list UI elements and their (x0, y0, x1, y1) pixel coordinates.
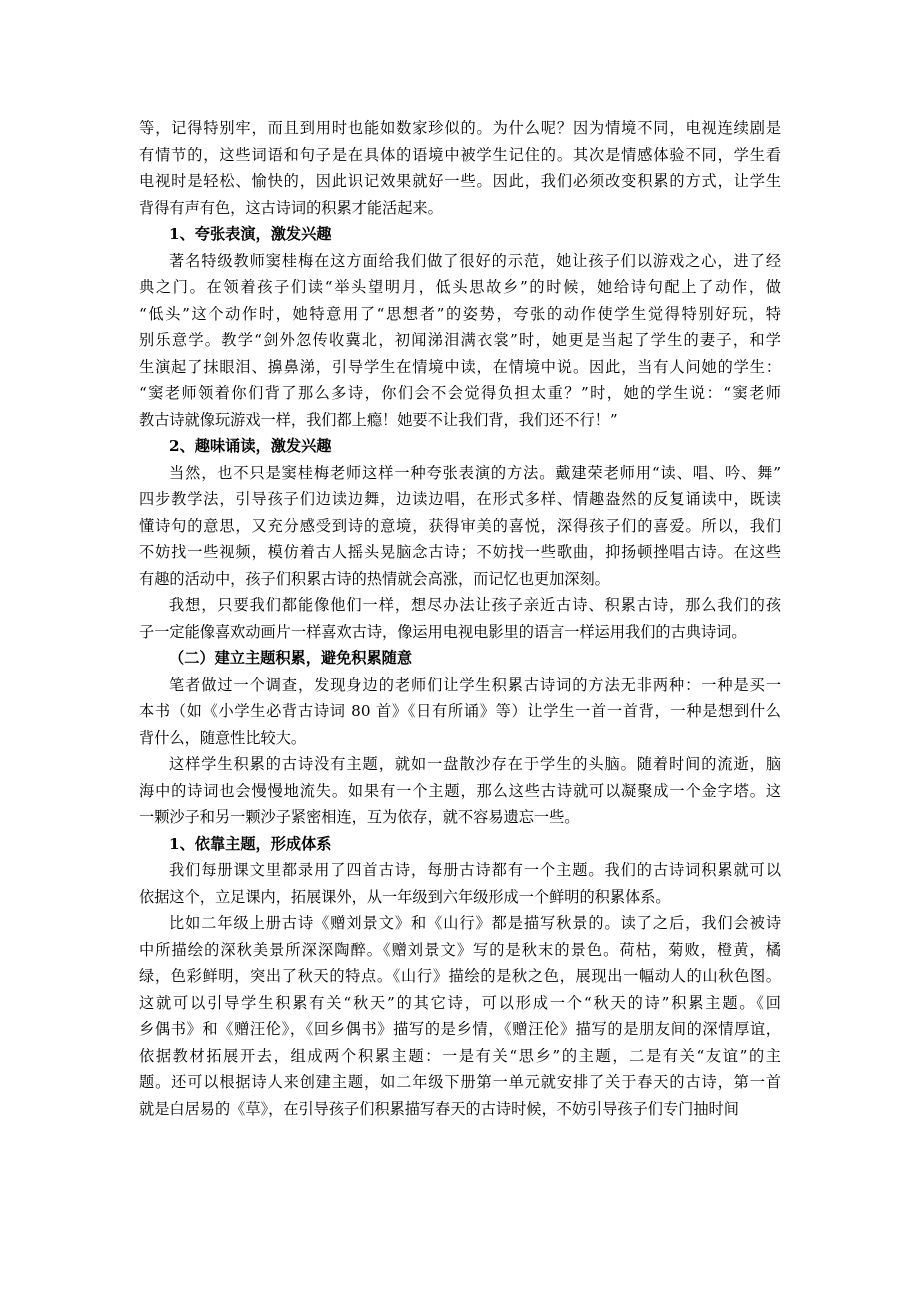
paragraph-line: 乡偶书》和《赠汪伦》，《回乡偶书》描写的是乡情，《赠汪伦》描写的是朋友间的深情厚谊， (139, 1020, 781, 1038)
section-heading: 1、依靠主题，形成体系 (169, 834, 332, 853)
paragraph-line: 著名特级教师窦桂梅在这方面给我们做了很好的示范，她让孩子们以游戏之心，进了经 (169, 251, 781, 270)
section-heading: 2、趣味诵读，激发兴趣 (169, 437, 332, 455)
paragraph-line: 本书（如《小学生必背古诗词 80 首》《日有所诵》等）让学生一首一首背，一种是想到什么 (139, 702, 781, 720)
paragraph-line: 依据教材拓展开去，组成两个积累主题：一是有关“思乡”的主题，二是有关“友谊”的主 (139, 1046, 781, 1065)
paragraph-line: 当然，也不只是窦桂梅老师这样一种夸张表演的方法。戴建荣老师用“读、唱、吟、舞” (169, 463, 781, 482)
paragraph-line: 题。还可以根据诗人来创建主题，如二年级下册第一单元就安排了关于春天的古诗，第一首 (139, 1073, 781, 1091)
paragraph-line: 比如二年级上册古诗《赠刘景文》和《山行》都是描写秋景的。读了之后，我们会被诗 (169, 914, 781, 932)
paragraph-line: 电视时是轻松、愉快的，因此识记效果就好一些。因此，我们必须改变积累的方式，让学生 (139, 172, 781, 190)
paragraph-line: 子一定能像喜欢动画片一样喜欢古诗，像运用电视电影里的语言一样运用我们的古典诗词。 (139, 622, 747, 641)
section-heading: （二）建立主题积累，避免积累随意 (169, 649, 412, 667)
paragraph-line: 背得有声有色，这古诗词的积累才能活起来。 (139, 198, 443, 217)
paragraph-line: 教古诗就像玩游戏一样，我们都上瘾！她要不让我们背，我们还不行！” (139, 410, 618, 429)
paragraph-line: 海中的诗词也会慢慢地流失。如果有一个主题，那么这些古诗就可以凝聚成一个金字塔。这 (139, 781, 781, 800)
paragraph-line: 中所描绘的深秋美景所深深陶醉。《赠刘景文》写的是秋末的景色。荷枯，菊败，橙黄，橘 (139, 940, 781, 959)
paragraph-line: 一颗沙子和另一颗沙子紧密相连，互为依存，就不容易遗忘一些。 (139, 808, 580, 826)
paragraph-line: 绿，色彩鲜明，突出了秋天的特点。《山行》描绘的是秋之色，展现出一幅动人的山秋色图。 (139, 967, 781, 985)
paragraph-line: 这就可以引导学生积累有关“秋天”的其它诗，可以形成一个“秋天的诗”积累主题。《回 (139, 993, 781, 1012)
paragraph-line: 生演起了抹眼泪、擤鼻涕，引导学生在情境中读，在情境中说。因此，当有人问她的学生： (139, 357, 781, 376)
paragraph-line: 背什么，随意性比较大。 (139, 728, 307, 747)
paragraph-line: 就是白居易的《草》，在引导孩子们积累描写春天的古诗时候，不妨引导孩子们专门抽时间 (139, 1099, 739, 1118)
paragraph-line: 我想，只要我们都能像他们一样，想尽办法让孩子亲近古诗、积累古诗，那么我们的孩 (169, 596, 781, 614)
paragraph-line: 四步教学法，引导孩子们边读边舞，边读边唱，在形式多样、情趣盎然的反复诵读中，既读 (139, 490, 781, 508)
document-page (139, 115, 781, 1122)
paragraph-line: “低头”这个动作时，她特意用了“思想者”的姿势，夸张的动作使学生觉得特别好玩，特 (139, 304, 781, 323)
paragraph-line: 这样学生积累的古诗没有主题，就如一盘散沙存在于学生的头脑。随着时间的流逝，脑 (169, 755, 781, 773)
paragraph-line: 别乐意学。教学“剑外忽传收冀北，初闻涕泪满衣裳”时，她更是当起了学生的妻子，和学 (139, 331, 781, 349)
paragraph-line: 懂诗句的意思，又充分感受到诗的意境，获得审美的喜悦，深得孩子们的喜爱。所以，我们 (139, 516, 781, 535)
paragraph-line: 典之门。在领着孩子们读“举头望明月，低头思故乡”的时候，她给诗句配上了动作，做 (139, 278, 781, 296)
paragraph-line: “窦老师领着你们背了那么多诗，你们会不会觉得负担太重？”时，她的学生说：“窦老师 (139, 384, 781, 402)
paragraph-line: 有情节的，这些词语和句子是在具体的语境中被学生记住的。其次是情感体验不同，学生看 (139, 145, 781, 164)
paragraph-line: 我们每册课文里都录用了四首古诗，每册古诗都有一个主题。我们的古诗词积累就可以 (169, 861, 781, 879)
paragraph-line: 等，记得特别牢，而且到用时也能如数家珍似的。为什么呢？因为情境不同，电视连续剧是 (139, 119, 781, 137)
paragraph-line: 笔者做过一个调查，发现身边的老师们让学生积累古诗词的方法无非两种：一种是买一 (169, 675, 781, 694)
paragraph-line: 有趣的活动中，孩子们积累古诗的热情就会高涨，而记忆也更加深刻。 (139, 569, 610, 588)
paragraph-line: 依据这个，立足课内，拓展课外，从一年级到六年级形成一个鲜明的积累体系。 (139, 887, 671, 906)
section-heading: 1、夸张表演，激发兴趣 (169, 225, 332, 243)
paragraph-line: 不妨找一些视频，模仿着古人摇头晃脑念古诗；不妨找一些歌曲，抑扬顿挫唱古诗。在这些 (139, 543, 781, 561)
